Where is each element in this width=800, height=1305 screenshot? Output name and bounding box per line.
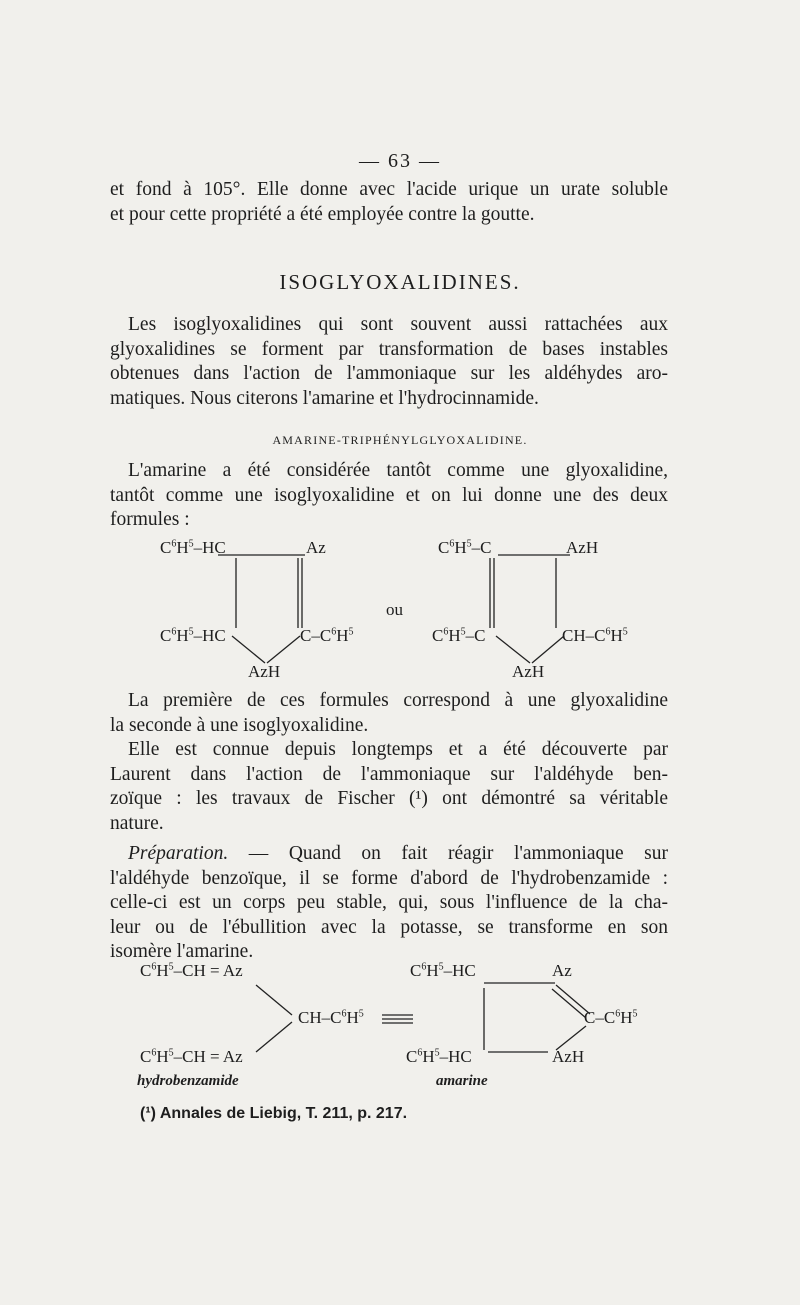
text-line: la seconde à une isoglyoxalidine. <box>110 714 369 736</box>
formula4-top-right: Az <box>552 961 572 980</box>
formula1-bottom-right: $C-C^6H^5$ <box>300 626 354 645</box>
text-line: et pour cette propriété a été employée contre la goutte. <box>110 203 535 225</box>
formula1-bottom-left: $C^6H^5-HC$ <box>160 626 226 645</box>
text-line: celle-ci est un corps peu stable, qui, sous l'influence de la cha- <box>110 892 668 913</box>
formula4-right: $C-C^6H^5$ <box>584 1008 638 1027</box>
text-line: isomère l'amarine. <box>110 941 254 962</box>
text-line: Laurent dans l'action de l'ammoniaque sur l'aldéhyde ben- <box>110 763 668 785</box>
formula2-top-right: AzH <box>566 538 599 557</box>
text-line: matiques. Nous citerons l'amarine et l'hydrocinnamide. <box>110 387 539 409</box>
section-title: ISOGLYOXALIDINES. <box>279 270 521 294</box>
formula3-caption: hydrobenzamide <box>137 1073 239 1089</box>
history-paragraph <box>110 738 668 836</box>
text-line: nature. <box>110 812 164 834</box>
formula1-top-left: $C^6H^5-HC$ <box>160 538 226 557</box>
ou-label: ou <box>386 600 403 619</box>
formula4-caption: amarine <box>436 1073 488 1089</box>
text-line: Elle est connue depuis longtemps et a été découverte par <box>128 739 668 760</box>
formula3-bottom: $C^6H^5-CH = Az$ <box>140 1047 243 1066</box>
text-line: Préparation. — Quand on fait réagir l'ammoniaque sur <box>128 843 669 864</box>
formula1-top-right: Az <box>306 538 326 557</box>
text-line: Les isoglyoxalidines qui sont souvent aussi rattachées aux <box>128 314 668 335</box>
preparation-label: Préparation. <box>128 843 229 864</box>
formula3-middle: $CH-C^6H^5$ <box>298 1008 364 1027</box>
text-line: formules : <box>110 509 190 530</box>
text-line: l'aldéhyde benzoïque, il se forme d'abord de l'hydrobenzamide : <box>110 867 668 889</box>
preparation-paragraph <box>110 842 668 965</box>
formula2-top-left: $C^6H^5-C$ <box>438 538 492 557</box>
page-number: — 63 — <box>359 150 441 172</box>
formula2-bottom-left: $C^6H^5-C$ <box>432 626 486 645</box>
formula1-bottom: AzH <box>248 662 281 681</box>
text-line: L'amarine a été considérée tantôt comme une glyoxalidine, <box>128 460 668 481</box>
text-line: La première de ces formules correspond à une glyoxalidine <box>128 690 668 711</box>
text-line: obtenues dans l'action de l'ammoniaque sur les aldéhydes aro- <box>110 363 668 384</box>
formula-paragraph <box>110 689 668 738</box>
formula4-top-left: $C^6H^5-HC$ <box>410 961 476 980</box>
subsection-title: AMARINE-TRIPHÉNYLGLYOXALIDINE. <box>272 433 528 447</box>
text-line: glyoxalidines se forment par transformation de bases instables <box>110 338 668 360</box>
text-line: tantôt comme une isoglyoxalidine et on lui donne une des deux <box>110 484 668 506</box>
formula4-bottom-right: AzH <box>552 1047 585 1066</box>
text-line: zoïque : les travaux de Fischer (¹) ont démontré sa véritable <box>110 788 668 809</box>
formula3-top: $C^6H^5-CH = Az$ <box>140 961 243 980</box>
formula4-bottom-left: $C^6H^5-HC$ <box>406 1047 472 1066</box>
formula2-bottom: AzH <box>512 662 545 681</box>
text-line: et fond à 105°. Elle donne avec l'acide urique un urate soluble <box>110 179 668 200</box>
formula2-bottom-right: $CH-C^6H^5$ <box>562 626 628 645</box>
footnote: (¹) Annales de Liebig, T. 211, p. 217. <box>140 1105 408 1122</box>
text-line: leur ou de l'ébullition avec la potasse, se transforme en son <box>110 916 668 938</box>
